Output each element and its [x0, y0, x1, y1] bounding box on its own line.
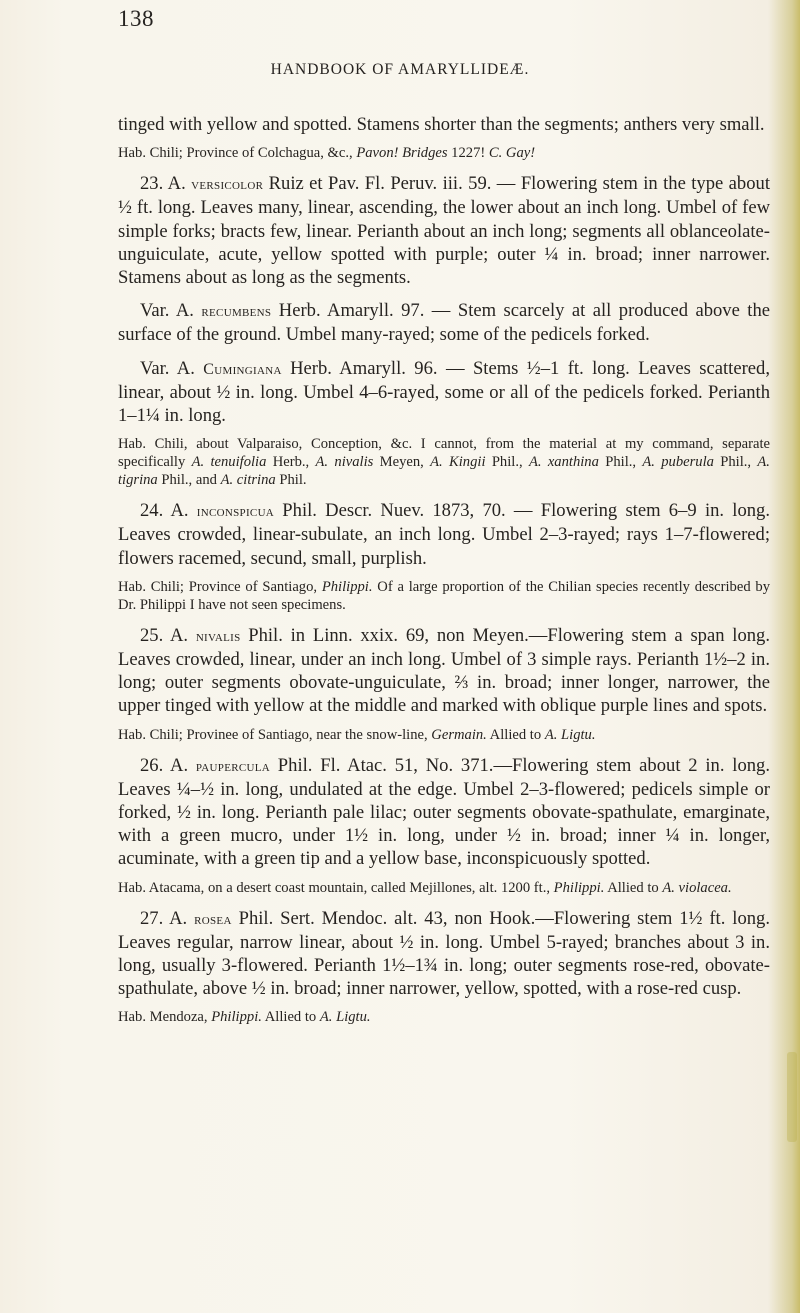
page-header: [118, 6, 768, 32]
italic-text: A. nivalis: [315, 454, 374, 471]
habitat-note: [118, 1008, 770, 1026]
body-paragraph: [118, 172, 770, 289]
running-head: HANDBOOK OF AMARYLLIDEÆ.: [270, 61, 530, 78]
text-run: 24. A.: [140, 500, 197, 522]
text-run: Hab. Mendoza,: [118, 1009, 212, 1026]
text-run: 1227!: [447, 145, 489, 162]
habitat-note: [118, 726, 770, 744]
page-number: 138: [118, 6, 154, 31]
species-name: recumbens: [201, 303, 272, 321]
italic-text: A. xanthina: [528, 454, 599, 471]
text-run: Hab. Chili; Province of Colchagua, &c.,: [118, 145, 357, 162]
body-paragraph: [118, 907, 770, 1001]
text-run: Phil. Fl. Atac. 51, No. 371.—Flowering stem about 2 in. long. Leaves ¼–½ in. long, undulated at the edge. Umbel 2–3-flowered; pedicels simple or forked, ½ in. long. Perianth pale lilac; outer segments obovate-spathulate, emarginate, with a green mucro, under 1½ in. long, under ½ in. broad; inner ¼ in. longer, acuminate, with a green tip and a yellow base, inconspicuously spotted.: [118, 754, 770, 870]
text-run: Phil.: [275, 472, 307, 489]
italic-text: A. Ligtu.: [544, 726, 596, 743]
text-run: Var. A.: [140, 357, 204, 379]
species-name: versicolor: [191, 176, 264, 194]
body-paragraph: [118, 357, 770, 428]
species-name: rosea: [194, 910, 232, 928]
text-run: Hab. Chili; Provinee of Santiago, near the snow-line,: [118, 726, 432, 743]
body-paragraph: [118, 299, 770, 346]
text-run: Hab. Chili; Province of Santiago,: [118, 578, 322, 595]
italic-text: A. violacea.: [662, 879, 732, 896]
text-run: Meyen,: [373, 454, 431, 471]
text-run: Allied to: [261, 1009, 320, 1026]
italic-text: A. tigrina: [118, 454, 770, 489]
text-run: Of a large proportion of the Chilian species recently described by Dr. Philippi I have not seen specimens.: [118, 578, 770, 613]
species-name: nivalis: [195, 627, 241, 645]
page-edge-stain: [787, 1052, 797, 1142]
text-run: Phil. Descr. Nuev. 1873, 70. — Flowering stem 6–9 in. long. Leaves crowded, linear-subulate, an inch long. Umbel 2–3-rayed; rays 1–7-flowered; flowers racemed, secund, small, purplish.: [118, 500, 771, 569]
text-run: Hab. Chili, about Valparaiso, Conception, &c. I cannot, from the material at my command, separate specifically: [118, 436, 770, 471]
body-paragraph: [118, 499, 770, 570]
italic-text: A. puberula: [642, 454, 714, 471]
species-name: paupercula: [195, 757, 271, 775]
species-name: inconspicua: [196, 503, 275, 521]
habitat-note: [118, 578, 770, 614]
text-run: Var. A.: [140, 300, 202, 322]
text-run: Allied to: [486, 726, 545, 743]
text-run: tinged with yellow and spotted. Stamens shorter than the segments; anthers very small.: [118, 114, 765, 135]
text-run: Herb.,: [266, 454, 316, 471]
text-run: Herb. Amaryll. 96. — Stems ½–1 ft. long. Leaves scattered, linear, about ½ in. long. Umbel 4–6-rayed, some or all of the pedicels forked. Perianth 1–1¼ in. long.: [118, 357, 770, 427]
text-run: Phil.,: [485, 454, 529, 471]
text-run: Allied to: [604, 879, 663, 896]
text-run: Phil.,: [598, 454, 643, 471]
italic-text: Philippi.: [321, 578, 373, 595]
text-run: Phil. in Linn. xxix. 69, non Meyen.—Flowering stem a span long. Leaves crowded, linear, under an inch long. Umbel of 3 simple rays. Perianth 1½–2 in. long; outer segments obovate-unguiculate, ⅔ in. broad; inner longer, narrower, the upper tinged with yellow at the middle and marked with oblique purple lines and spots.: [118, 624, 770, 717]
italic-text: Pavon! Bridges: [356, 145, 448, 162]
italic-text: A. citrina: [220, 472, 276, 489]
text-run: 23. A.: [140, 173, 192, 195]
habitat-note: [118, 435, 770, 489]
text-run: Phil., and: [157, 472, 221, 489]
italic-text: A. Ligtu.: [319, 1009, 371, 1026]
text-run: Phil. Sert. Mendoc. alt. 43, non Hook.—Flowering stem 1½ ft. long. Leaves regular, narrow linear, about ½ in. long. Umbel 5-rayed; branches about 3 in. long, usually 3-flowered. Perianth 1½–1¾ in. long; outer segments rose-red, obovate-spathulate, above ½ in. broad; inner narrower, yellow, spotted, with a rose-red cusp.: [118, 907, 770, 1000]
text-run: 26. A.: [140, 754, 196, 776]
text-run: 27. A.: [140, 907, 195, 929]
species-name: Cumingiana: [203, 360, 282, 378]
italic-text: A. Kingii: [430, 454, 486, 471]
body-paragraph: [118, 113, 770, 136]
italic-text: Philippi.: [553, 879, 605, 896]
body-paragraph: [118, 754, 770, 871]
italic-text: Philippi.: [211, 1009, 262, 1026]
italic-text: Germain.: [431, 726, 487, 743]
text-run: Herb. Amaryll. 97. — Stem scarcely at all produced above the surface of the ground. Umbel many-rayed; some of the pedicels forked.: [118, 300, 771, 346]
body-paragraph: [118, 624, 770, 718]
italic-text: A. tenuifolia: [191, 454, 267, 471]
page-content: [118, 113, 770, 1026]
text-run: Phil.,: [713, 454, 758, 471]
text-run: Hab. Atacama, on a desert coast mountain, called Mejillones, alt. 1200 ft.,: [118, 879, 554, 896]
text-run: Ruiz et Pav. Fl. Peruv. iii. 59. — Flowering stem in the type about ½ ft. long. Leaves many, linear, ascending, the lower about an inch long. Umbel of few simple forks; bracts few, linear. Perianth about an inch long; segments all oblanceolate-unguiculate, acute, yellow spotted with purple; outer ¼ in. broad; inner narrower. Stamens about as long as the segments.: [118, 173, 770, 289]
italic-text: C. Gay!: [488, 145, 536, 162]
habitat-note: [118, 144, 770, 162]
habitat-note: [118, 879, 770, 897]
text-run: 25. A.: [140, 624, 196, 646]
